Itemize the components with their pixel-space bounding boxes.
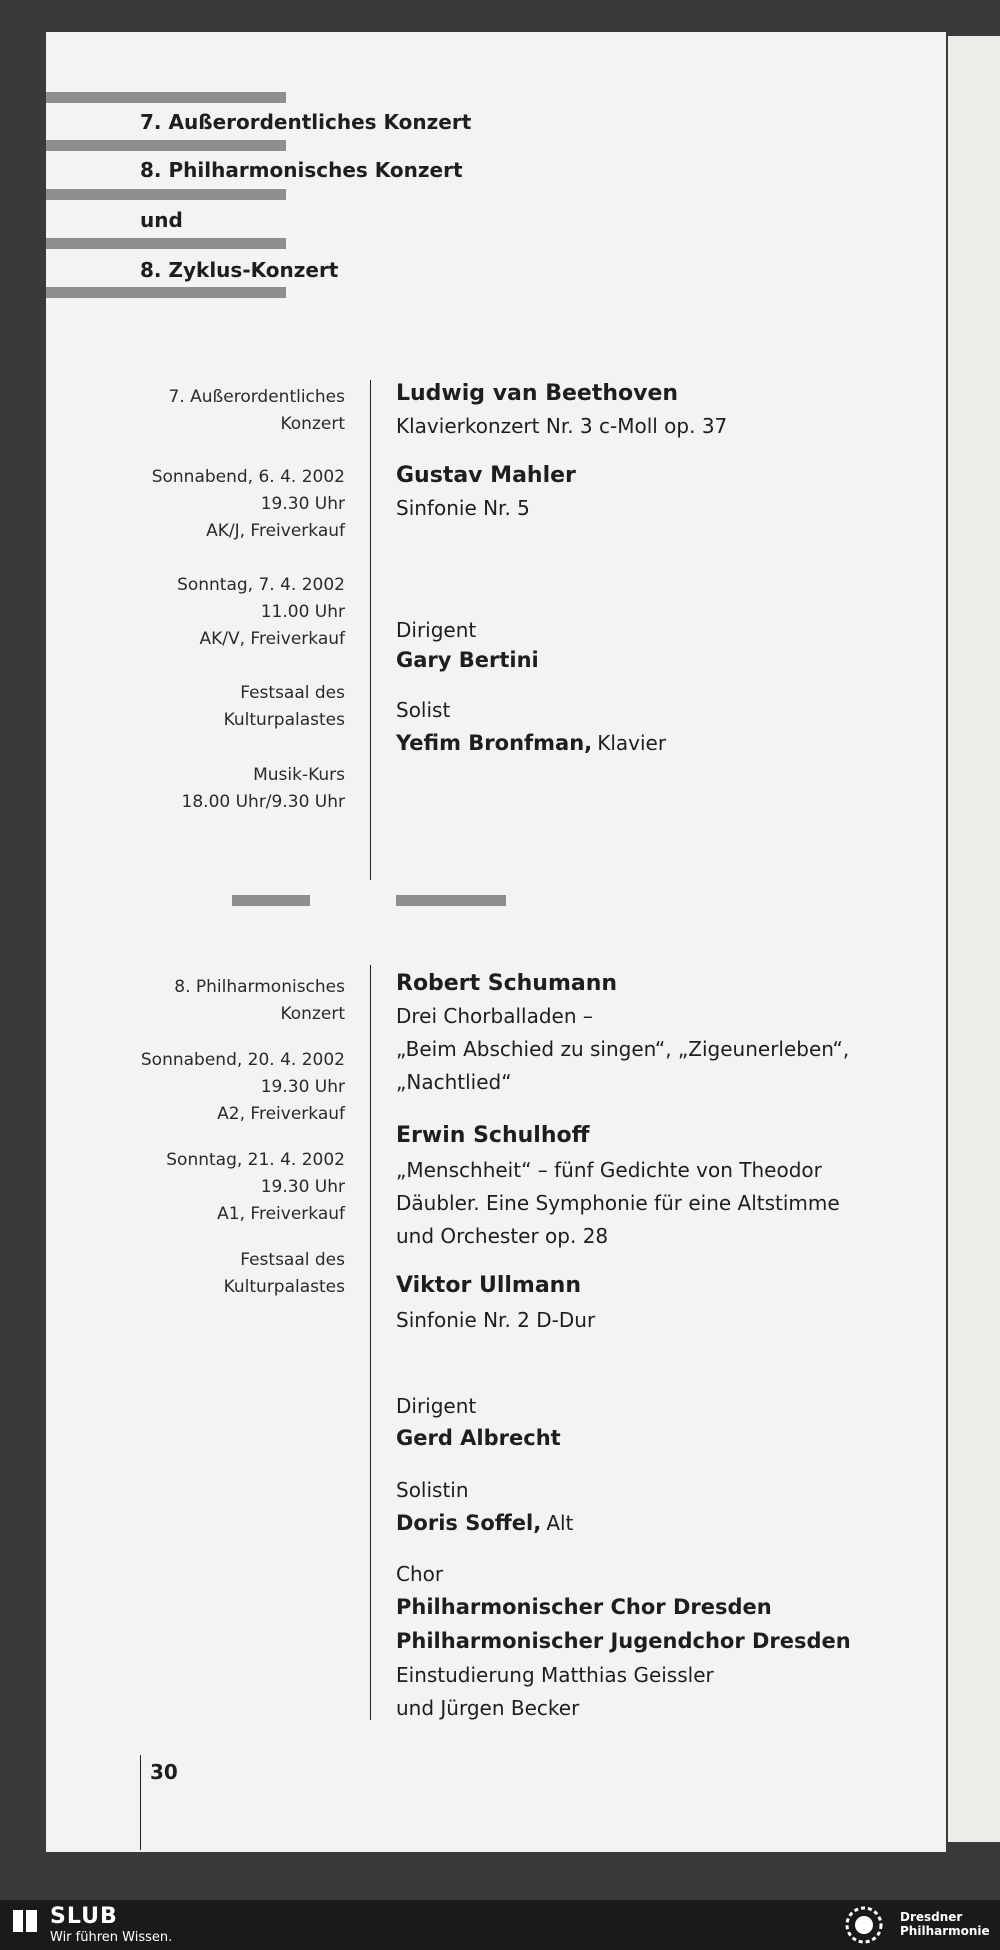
- header-bar: [46, 189, 286, 200]
- partner-name-line2: Philharmonie: [900, 1924, 990, 1938]
- choir-name: Philharmonischer Chor Dresden: [396, 1595, 772, 1619]
- slub-tagline: Wir führen Wissen.: [50, 1930, 173, 1945]
- concert-venue: Festsaal des: [240, 683, 345, 703]
- concert-time: 19.30 Uhr: [260, 494, 345, 514]
- partner-name-line1: Dresdner: [900, 1910, 963, 1924]
- concert-date: Sonntag, 21. 4. 2002: [166, 1150, 345, 1170]
- work: Klavierkonzert Nr. 3 c-Moll op. 37: [396, 414, 728, 438]
- concert-time: 11.00 Uhr: [260, 602, 345, 622]
- work-line: Däubler. Eine Symphonie für eine Altstimme: [396, 1191, 840, 1215]
- concert-name: 7. Außerordentliches: [168, 387, 345, 407]
- soloist-line: [396, 727, 666, 759]
- conductor-name: Gary Bertini: [396, 648, 539, 672]
- choir-label: Chor: [396, 1562, 444, 1586]
- course-time: 18.00 Uhr/9.30 Uhr: [181, 792, 345, 812]
- conductor-label: Dirigent: [396, 618, 477, 642]
- concert-venue: Festsaal des: [240, 1250, 345, 1270]
- soloist-name: Doris Soffel,: [396, 1511, 542, 1535]
- concert-date: Sonnabend, 6. 4. 2002: [151, 467, 345, 487]
- soloist-voice: Alt: [546, 1511, 574, 1535]
- page-number-rule: [140, 1755, 141, 1850]
- work-line: „Menschheit“ – fünf Gedichte von Theodor: [396, 1158, 822, 1182]
- concert-name: 8. Philharmonisches: [174, 977, 345, 997]
- concert-name: Konzert: [280, 1004, 345, 1024]
- composer: Robert Schumann: [396, 971, 618, 996]
- footer-bar: [0, 1900, 1000, 1950]
- concert-time: 19.30 Uhr: [260, 1177, 345, 1197]
- choir-study: und Jürgen Becker: [396, 1696, 580, 1720]
- slub-name: SLUB: [50, 1904, 118, 1929]
- concert-sale: AK/V, Freiverkauf: [199, 629, 345, 649]
- header-bar: [46, 92, 286, 103]
- header-bar: [46, 287, 286, 298]
- section-divider-bar: [232, 895, 310, 906]
- soloist-line: [396, 1507, 573, 1539]
- soloist-name: Yefim Bronfman,: [396, 731, 593, 755]
- concert-sale: AK/J, Freiverkauf: [206, 521, 345, 541]
- section-divider-bar: [396, 895, 506, 906]
- concert-name: Konzert: [280, 414, 345, 434]
- next-page-edge: [948, 36, 1000, 1842]
- concert-sale: A1, Freiverkauf: [217, 1204, 345, 1224]
- course-label: Musik-Kurs: [253, 765, 345, 785]
- soloist-label: Solistin: [396, 1478, 469, 1502]
- partner-name: [900, 1910, 990, 1938]
- work-line: Drei Chorballaden –: [396, 1004, 593, 1028]
- page-number: 30: [150, 1760, 178, 1784]
- header-title-2: 8. Philharmonisches Konzert: [140, 158, 463, 182]
- concert-venue: Kulturpalastes: [223, 1277, 345, 1297]
- concert-date: Sonnabend, 20. 4. 2002: [140, 1050, 345, 1070]
- concert-date: Sonntag, 7. 4. 2002: [177, 575, 345, 595]
- choir-study: Einstudierung Matthias Geissler: [396, 1663, 714, 1687]
- book-icon: [12, 1908, 38, 1934]
- concert-sale: A2, Freiverkauf: [217, 1104, 345, 1124]
- work-line: „Nachtlied“: [396, 1070, 512, 1094]
- column-divider: [370, 380, 371, 880]
- choir-name: Philharmonischer Jugendchor Dresden: [396, 1629, 851, 1653]
- header-title-4: 8. Zyklus-Konzert: [140, 258, 339, 282]
- concert-venue: Kulturpalastes: [223, 710, 345, 730]
- work-line: und Orchester op. 28: [396, 1224, 609, 1248]
- soloist-instrument: Klavier: [597, 731, 667, 755]
- soloist-label: Solist: [396, 698, 451, 722]
- conductor-label: Dirigent: [396, 1394, 477, 1418]
- header-bar: [46, 140, 286, 151]
- composer: Ludwig van Beethoven: [396, 381, 679, 406]
- concert-time: 19.30 Uhr: [260, 1077, 345, 1097]
- header-title-3: und: [140, 208, 183, 232]
- column-divider: [370, 965, 371, 1720]
- conductor-name: Gerd Albrecht: [396, 1426, 561, 1450]
- work-line: „Beim Abschied zu singen“, „Zigeunerleben“,: [396, 1037, 850, 1061]
- document-page: [46, 32, 946, 1852]
- header-bar: [46, 238, 286, 249]
- composer: Erwin Schulhoff: [396, 1123, 590, 1148]
- composer: Gustav Mahler: [396, 463, 576, 488]
- dresdner-philharmonie-logo-icon: [842, 1905, 886, 1945]
- work: Sinfonie Nr. 5: [396, 496, 530, 520]
- composer: Viktor Ullmann: [396, 1273, 581, 1298]
- header-title-1: 7. Außerordentliches Konzert: [140, 110, 472, 134]
- work-line: Sinfonie Nr. 2 D-Dur: [396, 1308, 596, 1332]
